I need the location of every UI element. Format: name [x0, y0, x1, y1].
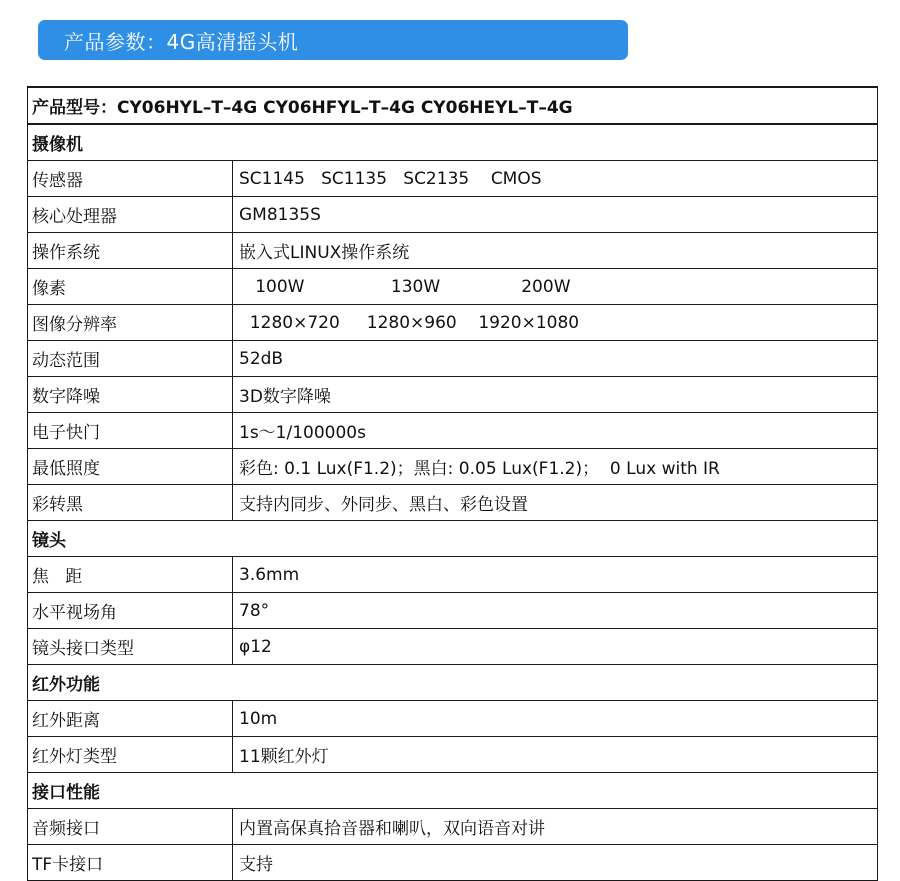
row-label: 传感器: [28, 161, 233, 197]
table-row: [28, 593, 878, 629]
table-row: [28, 341, 878, 377]
row-value: 嵌入式LINUX操作系统: [233, 233, 878, 269]
table-row: [28, 557, 878, 593]
row-label: 最低照度: [28, 449, 233, 485]
row-value: 78°: [233, 593, 878, 629]
row-value: 100W 130W 200W: [233, 269, 878, 305]
section-title-interface: 接口性能: [28, 773, 878, 809]
table-row: [28, 197, 878, 233]
row-value: 3.6mm: [233, 557, 878, 593]
row-label: TF卡接口: [28, 845, 233, 881]
row-value: 内置高保真拾音器和喇叭，双向语音对讲: [233, 809, 878, 845]
section-title-camera: 摄像机: [28, 124, 878, 161]
row-value: 支持内同步、外同步、黑白、彩色设置: [233, 485, 878, 521]
section-header-ir: [28, 665, 878, 701]
row-value: 彩色: 0.1 Lux(F1.2)；黑白: 0.05 Lux(F1.2)； 0 Lux with IR: [233, 449, 878, 485]
table-row: [28, 377, 878, 413]
banner-title: 产品参数：4G高清摇头机: [64, 30, 299, 54]
model-cell: [28, 87, 878, 124]
row-label: 像素: [28, 269, 233, 305]
row-label: 红外灯类型: [28, 737, 233, 773]
model-value: CY06HYL–T–4G CY06HFYL–T–4G CY06HEYL–T–4G: [117, 98, 573, 118]
section-header-interface: [28, 773, 878, 809]
row-label: 电子快门: [28, 413, 233, 449]
row-label: 操作系统: [28, 233, 233, 269]
table-row: [28, 737, 878, 773]
row-label: 数字降噪: [28, 377, 233, 413]
row-value: SC1145 SC1135 SC2135 CMOS: [233, 161, 878, 197]
row-label: 音频接口: [28, 809, 233, 845]
section-title-ir: 红外功能: [28, 665, 878, 701]
row-label: 核心处理器: [28, 197, 233, 233]
table-row: [28, 233, 878, 269]
row-label: 动态范围: [28, 341, 233, 377]
section-title-lens: 镜头: [28, 521, 878, 557]
section-header-camera: [28, 124, 878, 161]
row-value: φ12: [233, 629, 878, 665]
table-row: [28, 485, 878, 521]
row-label: 焦 距: [28, 557, 233, 593]
table-row: [28, 809, 878, 845]
section-header-lens: [28, 521, 878, 557]
table-row: [28, 629, 878, 665]
row-label: 镜头接口类型: [28, 629, 233, 665]
row-value: 11颗红外灯: [233, 737, 878, 773]
model-label: 产品型号：: [32, 98, 117, 118]
spec-table: [27, 86, 878, 881]
row-value: 52dB: [233, 341, 878, 377]
row-value: 1280×720 1280×960 1920×1080: [233, 305, 878, 341]
row-value: GM8135S: [233, 197, 878, 233]
table-row: [28, 413, 878, 449]
row-label: 图像分辨率: [28, 305, 233, 341]
table-row: [28, 161, 878, 197]
table-row: [28, 701, 878, 737]
header-banner: [38, 20, 628, 60]
table-row: [28, 845, 878, 881]
model-row: [28, 87, 878, 124]
row-value: 10m: [233, 701, 878, 737]
row-label: 红外距离: [28, 701, 233, 737]
row-label: 水平视场角: [28, 593, 233, 629]
table-row: [28, 449, 878, 485]
row-label: 彩转黑: [28, 485, 233, 521]
row-value: 1s～1/100000s: [233, 413, 878, 449]
table-row: [28, 305, 878, 341]
row-value: 3D数字降噪: [233, 377, 878, 413]
table-row: [28, 269, 878, 305]
row-value: 支持: [233, 845, 878, 881]
